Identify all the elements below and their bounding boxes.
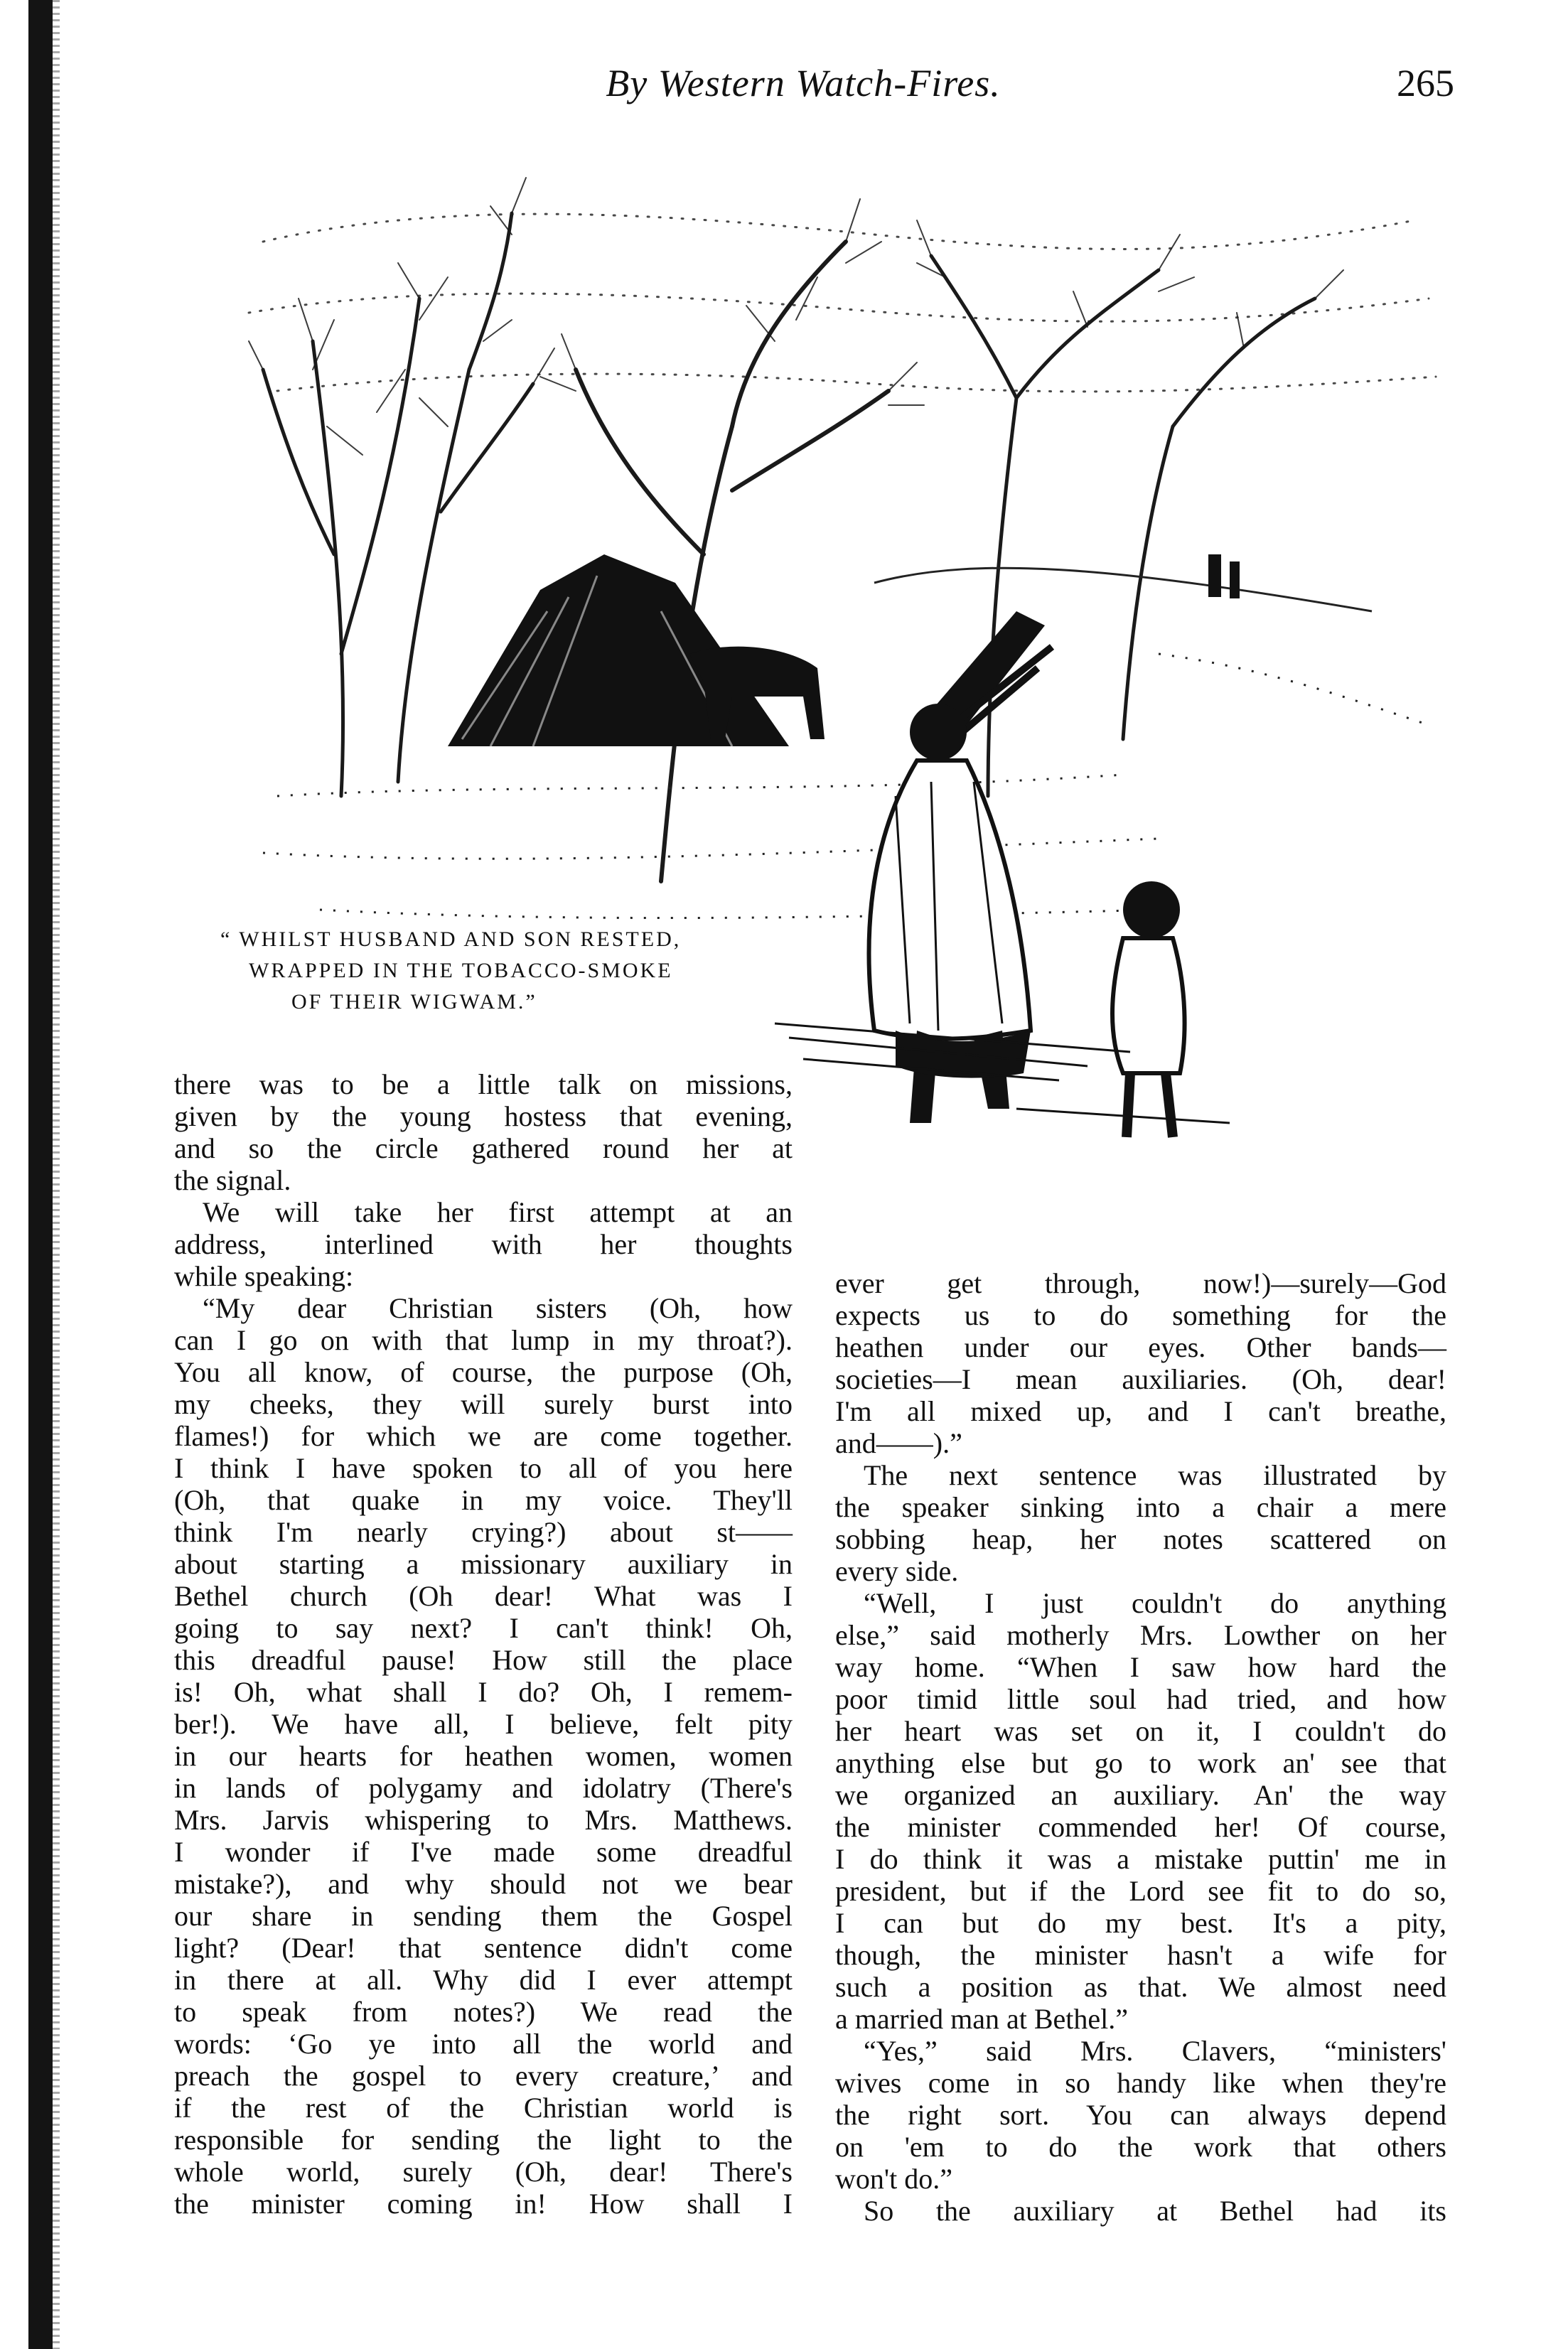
right-column (835, 1267, 1446, 2227)
text-line: is! Oh, what shall I do? Oh, I remem- (174, 1676, 793, 1708)
text-line: Mrs. Jarvis whispering to Mrs. Matthews. (174, 1804, 793, 1836)
text-line: while speaking: (174, 1260, 354, 1292)
text-line: and——).” (835, 1427, 962, 1459)
caption-line: WRAPPED IN THE TOBACCO-SMOKE (249, 959, 673, 982)
book-binding-edge (28, 0, 53, 2349)
text-line: heathen under our eyes. Other bands— (835, 1331, 1446, 1363)
text-line: the speaker sinking into a chair a mere (835, 1491, 1446, 1523)
text-line: in lands of polygamy and idolatry (There's (174, 1772, 793, 1804)
text-line: light? (Dear! that sentence didn't come (174, 1932, 793, 1964)
text-line: I do think it was a mistake puttin' me in (835, 1843, 1446, 1875)
page-gutter-shadow (53, 0, 60, 2349)
text-line: think I'm nearly crying?) about st—— (174, 1516, 793, 1548)
text-line: expects us to do something for the (835, 1299, 1446, 1331)
text-line: president, but if the Lord see fit to do so, (835, 1875, 1446, 1907)
text-line: about starting a missionary auxiliary in (174, 1548, 793, 1580)
text-line: we organized an auxiliary. An' the way (835, 1779, 1446, 1811)
text-line: ever get through, now!)—surely—God (835, 1267, 1446, 1299)
text-line: societies—I mean auxiliaries. (Oh, dear! (835, 1363, 1446, 1395)
left-column-upper (174, 1068, 793, 1260)
text-line: the signal. (174, 1164, 291, 1196)
text-line: her heart was set on it, I couldn't do (835, 1715, 1446, 1747)
text-line: though, the minister hasn't a wife for (835, 1939, 1446, 1971)
text-line: anything else but go to work an' see that (835, 1747, 1446, 1779)
text-line: mistake?), and why should not we bear (174, 1868, 793, 1900)
text-line: if the rest of the Christian world is (174, 2092, 793, 2124)
text-line: “Yes,” said Mrs. Clavers, “ministers' (864, 2035, 1446, 2067)
text-line: wives come in so handy like when they're (835, 2067, 1446, 2099)
woman-with-firewood (869, 611, 1053, 1123)
text-line: preach the gospel to every creature,’ and (174, 2060, 793, 2092)
text-line: responsible for sending the light to the (174, 2124, 793, 2156)
text-line: I can but do my best. It's a pity, (835, 1907, 1446, 1939)
text-line: words: ‘Go ye into all the world and (174, 2028, 793, 2060)
caption-line: “ WHILST HUSBAND AND SON RESTED, (220, 928, 682, 951)
text-line: Bethel church (Oh dear! What was I (174, 1580, 793, 1612)
text-line: flames!) for which we are come together. (174, 1420, 793, 1452)
text-line: every side. (835, 1555, 959, 1587)
right-trees (931, 256, 1315, 796)
text-line: the minister coming in! How shall I (174, 2188, 793, 2220)
child-figure (1112, 881, 1185, 1137)
left-column (174, 1260, 793, 2220)
text-line: going to say next? I can't think! Oh, (174, 1612, 793, 1644)
text-line: way home. “When I saw how hard the (835, 1651, 1446, 1683)
central-tree (576, 242, 888, 881)
text-line: I wonder if I've made some dreadful (174, 1836, 793, 1868)
text-line: I think I have spoken to all of you here (174, 1452, 793, 1484)
text-line: can I go on with that lump in my throat?). (174, 1324, 793, 1356)
text-line: in our hearts for heathen women, women (174, 1740, 793, 1772)
text-line: our share in sending them the Gospel (174, 1900, 793, 1932)
page-header (0, 61, 1568, 118)
text-line: “Well, I just couldn't do anything (864, 1587, 1446, 1619)
text-line: to speak from notes?) We read the (174, 1996, 793, 2028)
page-number: 265 (1397, 62, 1454, 104)
text-line: there was to be a little talk on missions, (174, 1068, 793, 1100)
text-line: (Oh, that quake in my voice. They'll (174, 1484, 793, 1516)
text-line: such a position as that. We almost need (835, 1971, 1446, 2003)
text-line: in there at all. Why did I ever attempt (174, 1964, 793, 1996)
text-line: sobbing heap, her notes scattered on (835, 1523, 1446, 1555)
text-line: You all know, of course, the purpose (Oh, (174, 1356, 793, 1388)
text-line: and so the circle gathered round her at (174, 1132, 793, 1164)
text-line: on 'em to do the work that others (835, 2131, 1446, 2163)
text-line: else,” said motherly Mrs. Lowther on her (835, 1619, 1446, 1651)
text-line: So the auxiliary at Bethel had its (864, 2195, 1446, 2227)
text-line: my cheeks, they will surely burst into (174, 1388, 793, 1420)
caption-line: OF THEIR WIGWAM.” (291, 990, 537, 1014)
text-line: ber!). We have all, I believe, felt pity (174, 1708, 793, 1740)
text-line: this dreadful pause! How still the place (174, 1644, 793, 1676)
running-title: By Western Watch-Fires. (606, 62, 1001, 104)
illustration-caption (220, 924, 817, 1018)
text-line: The next sentence was illustrated by (864, 1459, 1446, 1491)
text-line: poor timid little soul had tried, and how (835, 1683, 1446, 1715)
text-line: We will take her first attempt at an (203, 1196, 793, 1228)
text-line: won't do.” (835, 2163, 952, 2195)
text-line: a married man at Bethel.” (835, 2003, 1129, 2035)
text-line: I'm all mixed up, and I can't breathe, (835, 1395, 1446, 1427)
text-line: address, interlined with her thoughts (174, 1228, 793, 1260)
engraving-illustration (235, 156, 1443, 1180)
text-line: “My dear Christian sisters (Oh, how (203, 1292, 793, 1324)
text-line: whole world, surely (Oh, dear! There's (174, 2156, 793, 2188)
text-line: the minister commended her! Of course, (835, 1811, 1446, 1843)
text-line: given by the young hostess that evening, (174, 1100, 793, 1132)
text-line: the right sort. You can always depend (835, 2099, 1446, 2131)
